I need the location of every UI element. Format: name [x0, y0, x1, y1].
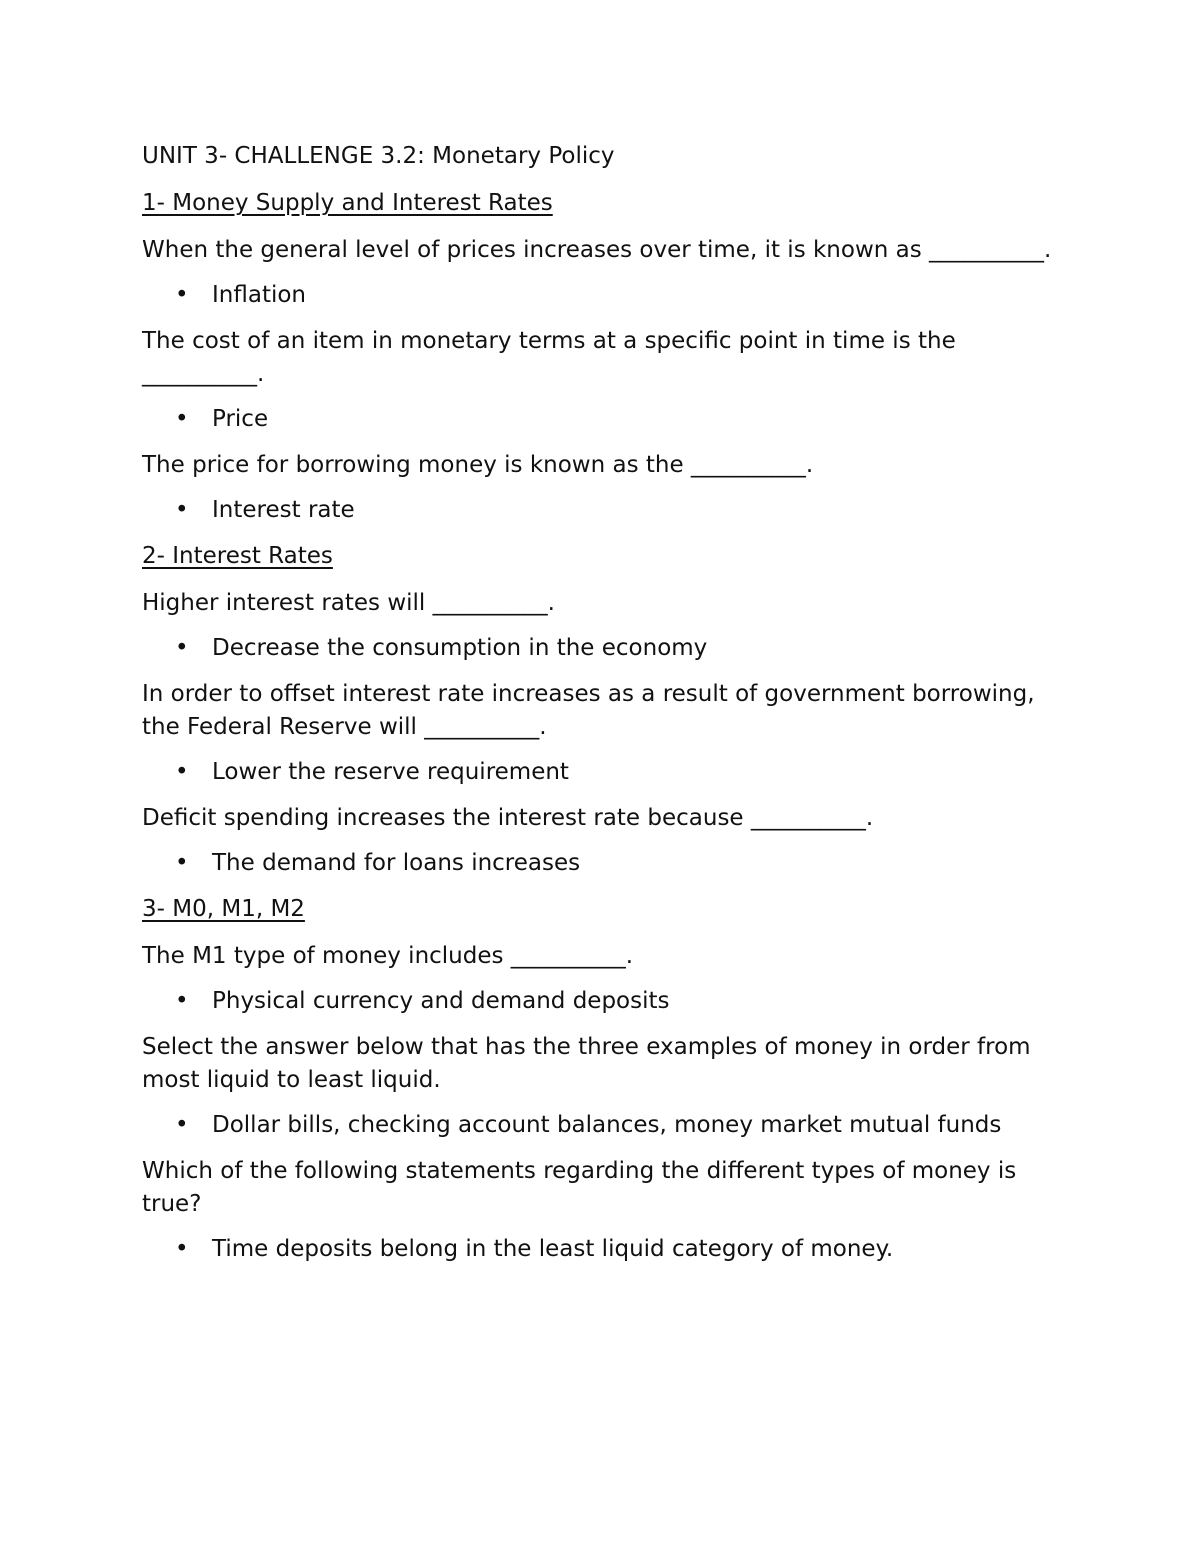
answer-text: The demand for loans increases	[212, 850, 581, 876]
answer-item	[142, 494, 1072, 527]
answer-list	[142, 632, 1072, 665]
section-interest-rates	[142, 540, 1072, 880]
section-heading: 3- M0, M1, M2	[142, 896, 305, 922]
answer-item	[142, 403, 1072, 436]
question-text: Higher interest rates will __________.	[142, 590, 555, 616]
answer-list	[142, 985, 1072, 1018]
bullet-icon: •	[175, 1112, 189, 1138]
answer-item	[142, 1109, 1072, 1142]
question-text: In order to offset interest rate increases as a result of government borrowing, the Federal Reserve will __________.	[142, 681, 1035, 740]
answer-item	[142, 632, 1072, 665]
answer-list	[142, 403, 1072, 436]
question-text: When the general level of prices increases over time, it is known as __________.	[142, 237, 1052, 263]
section-money-types	[142, 893, 1072, 1266]
answer-text: Dollar bills, checking account balances, money market mutual funds	[212, 1112, 1002, 1138]
section-heading: 1- Money Supply and Interest Rates	[142, 190, 553, 216]
bullet-icon: •	[175, 759, 189, 785]
question-text: The cost of an item in monetary terms at a specific point in time is the __________.	[142, 328, 956, 387]
section-money-supply	[142, 187, 1072, 527]
bullet-icon: •	[175, 406, 189, 432]
answer-list	[142, 1109, 1072, 1142]
document-title: UNIT 3- CHALLENGE 3.2: Monetary Policy	[142, 143, 615, 169]
answer-text: Price	[212, 406, 269, 432]
bullet-icon: •	[175, 850, 189, 876]
bullet-icon: •	[175, 635, 189, 661]
question-text: Which of the following statements regarding the different types of money is true?	[142, 1158, 1017, 1217]
answer-list	[142, 1233, 1072, 1266]
question-text: Select the answer below that has the three examples of money in order from most liquid to least liquid.	[142, 1034, 1031, 1093]
answer-list	[142, 279, 1072, 312]
answer-text: Decrease the consumption in the economy	[212, 635, 708, 661]
answer-item	[142, 756, 1072, 789]
answer-item	[142, 847, 1072, 880]
answer-text: Interest rate	[212, 497, 355, 523]
answer-text: Inflation	[212, 282, 306, 308]
answer-item	[142, 985, 1072, 1018]
answer-item	[142, 1233, 1072, 1266]
answer-list	[142, 756, 1072, 789]
answer-item	[142, 279, 1072, 312]
answer-list	[142, 847, 1072, 880]
question-text: Deficit spending increases the interest rate because __________.	[142, 805, 874, 831]
answer-list	[142, 494, 1072, 527]
bullet-icon: •	[175, 1236, 189, 1262]
bullet-icon: •	[175, 988, 189, 1014]
question-text: The price for borrowing money is known as the __________.	[142, 452, 814, 478]
bullet-icon: •	[175, 497, 189, 523]
answer-text: Physical currency and demand deposits	[212, 988, 670, 1014]
answer-text: Lower the reserve requirement	[212, 759, 569, 785]
answer-text: Time deposits belong in the least liquid category of money.	[212, 1236, 894, 1262]
question-text: The M1 type of money includes __________.	[142, 943, 634, 969]
section-heading: 2- Interest Rates	[142, 543, 333, 569]
document-page	[142, 140, 1072, 1279]
bullet-icon: •	[175, 282, 189, 308]
